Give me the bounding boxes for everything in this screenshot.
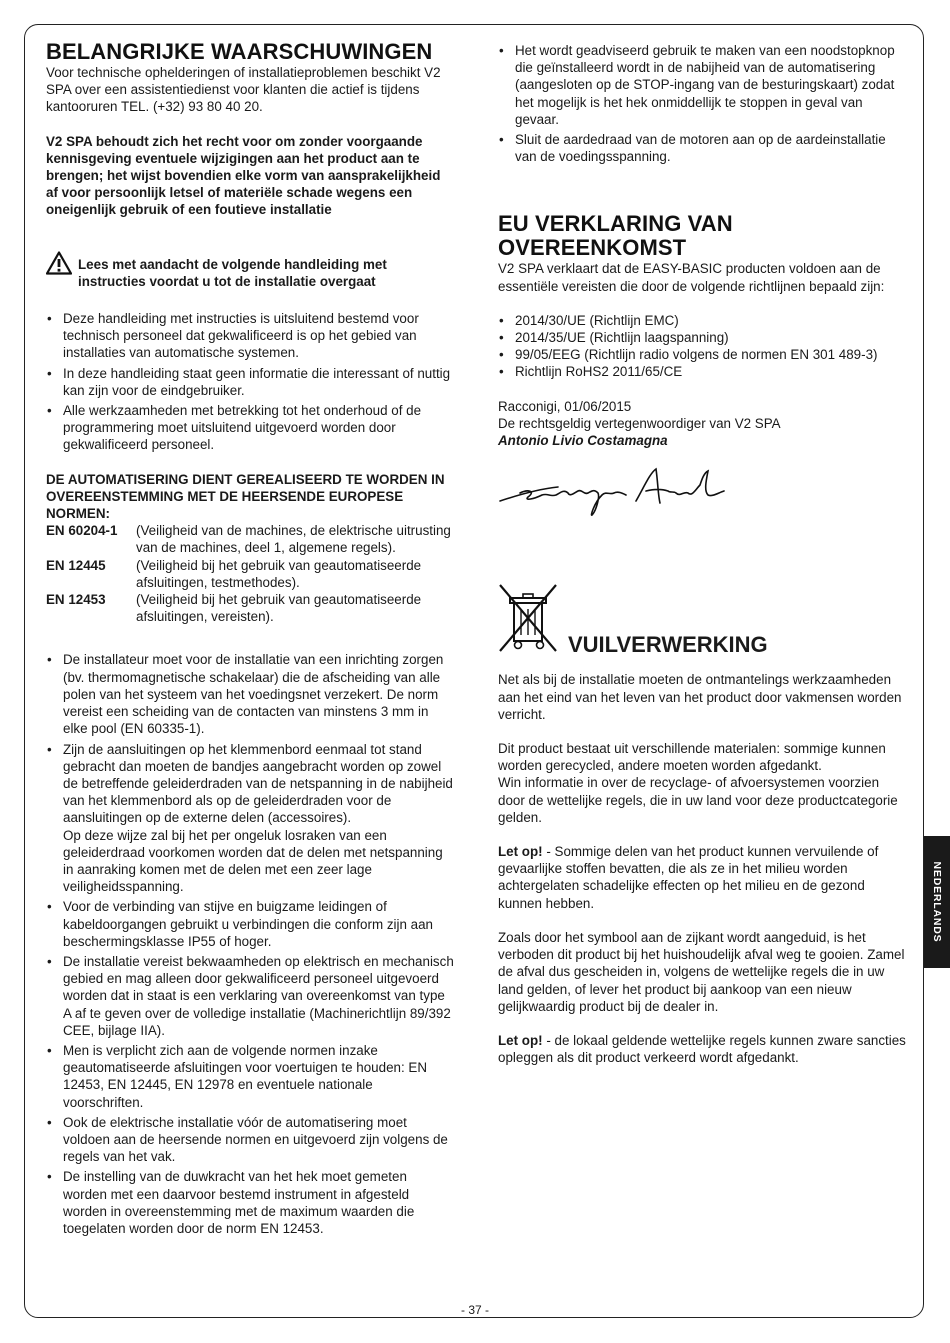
list-item: • Het wordt geadviseerd gebruik te maken van een noodstopknop die geïnstalleerd wordt in de nabijheid van de automatisering (aangesloten op de STOP-ingang van de besturingskaart) zodat het mogelijk is het hek onmiddellijk te stoppen in geval van gevaar. [498, 42, 908, 128]
right-column [498, 42, 908, 1066]
warning-triangle-icon [46, 251, 72, 275]
list-item: • Richtlijn RoHS2 2011/65/CE [498, 363, 908, 380]
table-row [46, 522, 454, 556]
norms-table [46, 522, 454, 625]
representative-name: Antonio Livio Costamagna [498, 433, 668, 449]
table-row [46, 591, 454, 625]
list-item: • Voor de verbinding van stijve en buigzame leidingen of kabeldoorgangen gebruikt u verbindingen die conform zijn aan beschermingsklasse IP55 of hoger. [46, 898, 454, 950]
norm-code: EN 12453 [46, 592, 106, 608]
disclaimer-text: V2 SPA behoudt zich het recht voor om zonder voorgaande kennisgeving eventuele wijzigingen aan het product aan te brengen; het wijst bovendien elke vorm van aansprakelijkheid af voor persoonlijk letsel of materiële schade wegens een oneigenlijk gebruik of een foutieve installatie [46, 133, 441, 218]
list-item: • Sluit de aardedraad van de motoren aan op de aardeinstallatie van de voedingsspanning. [498, 131, 908, 165]
norm-text: (Veiligheid bij het gebruik van geautomatiseerde afsluitingen, testmethodes). [136, 557, 422, 590]
disposal-paragraph: Win informatie in over de recyclage- of afvoersystemen voorzien door de wettelijke regels, die in uw land voor deze productcategorie gelden. [498, 775, 898, 825]
disposal-warning [498, 843, 908, 912]
list-item: • Ook de elektrische installatie vóór de automatisering moet voldoen aan de heersende normen en uitgevoerd zijn volgens de regels van het vak. [46, 1114, 454, 1166]
left-column [46, 40, 454, 1240]
list-item: • De installateur moet voor de installatie van een inrichting zorgen (bv. thermomagnetische schakelaar) die de afscheiding van alle polen van het systeem van het voedingsnet verzekert. De norm vereist een scheiding van de contacten van minstens 3 mm in elke pool (EN 60335-1). [46, 651, 454, 737]
instructions-list [46, 310, 454, 454]
disposal-paragraph: Zoals door het symbool aan de zijkant wordt aangeduid, is het verboden dit product bij het huishoudelijk afval weg te gooien. Zamel de afval dus gescheiden in, volgens de wettelijke regels die in uw land gelden, of lever het product bij aankoop van een nieuw gelijkwaardig product bij de dealer in. [498, 929, 905, 1014]
disposal-title: VUILVERWERKING [568, 632, 768, 658]
installation-list [46, 651, 454, 1237]
crossed-bin-icon [498, 583, 560, 653]
norm-text: (Veiligheid bij het gebruik van geautomatiseerde afsluitingen, vereisten). [136, 592, 422, 625]
language-label: NEDERLANDS [931, 861, 943, 943]
language-side-tab [924, 836, 950, 968]
letop-label: Let op! [498, 1032, 543, 1048]
intro-text: Voor technische ophelderingen of installatieproblemen beschikt V2 SPA over een assistentiedienst voor klanten die actief is tijdens kantooruren TEL. (+32) 93 80 40 20. [46, 65, 441, 115]
list-item: • 2014/35/UE (Richtlijn laagspanning) [498, 329, 908, 346]
list-item: • Alle werkzaamheden met betrekking tot het onderhoud of de programmering moet uitsluitend uitgevoerd worden door gekwalificeerd personeel. [46, 402, 454, 454]
signature-block [498, 398, 908, 450]
representative-label: De rechtsgeldig vertegenwoordiger van V2 SPA [498, 415, 781, 431]
safety-list [498, 42, 908, 165]
disposal-header [498, 583, 908, 658]
list-item: • In deze handleiding staat geen informatie die interessant of nuttig kan zijn voor de eindgebruiker. [46, 365, 454, 399]
norm-code: EN 12445 [46, 557, 106, 573]
warning-heading-text: Lees met aandacht de volgende handleiding met instructies voordat u tot de installatie overgaat [78, 256, 387, 289]
place-date: Racconigi, 01/06/2015 [498, 398, 632, 414]
disposal-warning-text: - de lokaal geldende wettelijke regels kunnen zware sancties opleggen als dit product verkeerd wordt afgedankt. [498, 1032, 906, 1066]
norm-code: EN 60204-1 [46, 523, 118, 539]
norms-heading: DE AUTOMATISERING DIENT GEREALISEERD TE WORDEN IN OVEREENSTEMMING MET DE HEERSENDE EUROPESE NORMEN: [46, 471, 445, 522]
eu-intro-text: V2 SPA verklaart dat de EASY-BASIC producten voldoen aan de essentiële vereisten die door de volgende richtlijnen bepaald zijn: [498, 261, 885, 294]
list-item: • De instelling van de duwkracht van het hek moet gemeten worden met een daarvoor bestemd instrument in afgesteld worden in overeenstemming met de maximum waarden die toegelaten worden door de norm EN 12453. [46, 1168, 454, 1237]
list-item: • De installatie vereist bekwaamheden op elektrisch en mechanisch gebied en mag alleen door gekwalificeerd personeel uitgevoerd worden dat in staat is een verklaring van overeenkomst van type A af te geven over de volledige installatie (Machinerichtlijn 89/392 CEE, bijlage IIA). [46, 953, 454, 1039]
list-item: • 99/05/EEG (Richtlijn radio volgens de normen EN 301 489-3) [498, 346, 908, 363]
disposal-warning [498, 1032, 908, 1066]
list-item: • Deze handleiding met instructies is uitsluitend bestemd voor technisch personeel dat gekwalificeerd is op het gebied van installaties van automatische systemen. [46, 310, 454, 362]
directives-list [498, 312, 908, 381]
warnings-title: BELANGRIJKE WAARSCHUWINGEN [46, 39, 433, 64]
list-item: • Men is verplicht zich aan de volgende normen inzake geautomatiseerde afsluitingen voor voertuigen te houden: EN 12453, EN 12445, EN 12978 en eventuele nationale voorschriften. [46, 1042, 454, 1111]
disposal-warning-text: - Sommige delen van het product kunnen vervuilende of gevaarlijke stoffen bevatten, die als ze in het milieu worden achtergelaten schadelijke effecten op het milieu en de gezond kunnen hebben. [498, 844, 879, 911]
handwritten-signature [498, 463, 728, 523]
eu-declaration-title: EU VERKLARING VAN OVEREENKOMST [498, 211, 733, 261]
page-number: - 37 - [460, 1303, 489, 1317]
disposal-paragraph: Net als bij de installatie moeten de ontmantelings werkzaamheden aan het eind van het leven van het product door vakmensen worden verricht. [498, 672, 902, 722]
list-item: • Zijn de aansluitingen op het klemmenbord eenmaal tot stand gebracht dan moeten de bandjes aangebracht worden op zowel de betreffende geleiderdraden van de netspanning in de nabijheid van het klemmenbord als op de geleiderdraden voor de aansluitingen op de externe delen (accessoires). Op deze wijze zal bij het per ongeluk losraken van een geleiderdraad voorkomen worden dat de delen met netspanning in aanraking komen met de delen met een zeer lage veiligheidsspanning. [46, 741, 454, 896]
norm-text: (Veiligheid van de machines, de elektrische uitrusting van de machines, deel 1, algemene regels). [136, 523, 451, 556]
warning-heading [46, 255, 454, 290]
letop-label: Let op! [498, 844, 543, 860]
table-row [46, 557, 454, 591]
list-item: • 2014/30/UE (Richtlijn EMC) [498, 312, 908, 329]
disposal-paragraph: Dit product bestaat uit verschillende materialen: sommige kunnen worden gerecycled, andere moeten worden afgedankt. [498, 741, 886, 774]
